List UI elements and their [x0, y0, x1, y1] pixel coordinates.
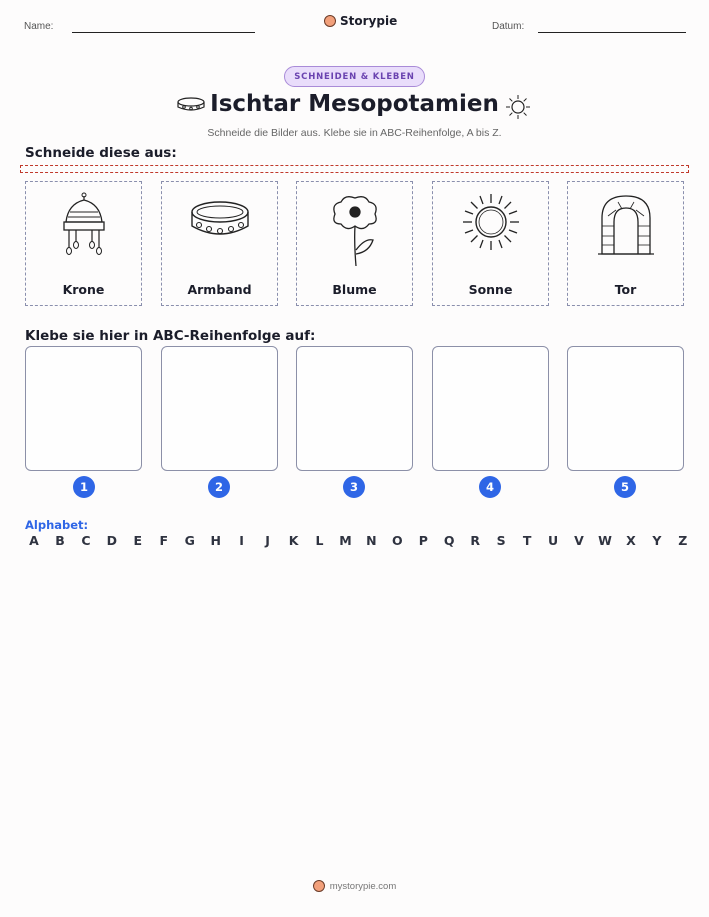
alphabet-letter: N	[366, 533, 377, 548]
alphabet-letter: T	[522, 533, 532, 548]
alphabet-letter: M	[339, 533, 352, 548]
slot-number-badge: 5	[614, 476, 636, 498]
cut-card-crown[interactable]	[25, 181, 142, 306]
slot-number-badge: 3	[343, 476, 365, 498]
alphabet-label: Alphabet:	[25, 518, 89, 532]
alphabet-letter: G	[184, 533, 195, 548]
instructions: Schneide die Bilder aus. Klebe sie in ABC-Reihenfolge, A bis Z.	[207, 127, 502, 139]
storypie-mascot-icon	[324, 15, 336, 27]
card-label: Krone	[62, 282, 105, 297]
card-label: Blume	[332, 282, 377, 297]
cut-card-sun[interactable]	[432, 181, 549, 306]
cut-card-bracelet[interactable]	[161, 181, 278, 306]
alphabet-letter: J	[265, 533, 270, 548]
alphabet-letter: D	[106, 533, 118, 548]
alphabet-letter: V	[574, 533, 584, 548]
storypie-logo	[324, 14, 397, 28]
alphabet-letter: H	[210, 533, 221, 548]
gate-icon	[596, 190, 656, 272]
alphabet-letter: P	[418, 533, 428, 548]
name-line[interactable]	[72, 32, 255, 33]
footer-url[interactable]: mystorypie.com	[329, 880, 397, 892]
alphabet-letter: K	[288, 533, 299, 548]
alphabet-letter: L	[315, 533, 324, 548]
bracelet-icon	[190, 190, 250, 272]
flower-icon	[325, 190, 385, 272]
sun-icon	[461, 190, 521, 272]
card-label: Armband	[187, 282, 252, 297]
paste-slot-1[interactable]	[25, 346, 142, 471]
card-label: Tor	[614, 282, 637, 297]
page-title: Ischtar Mesopotamien	[210, 91, 499, 117]
alphabet-letter: U	[547, 533, 559, 548]
cut-card-flower[interactable]	[296, 181, 413, 306]
name-label: Name:	[24, 21, 54, 32]
cut-line	[20, 165, 689, 173]
crown-icon	[54, 190, 114, 272]
paste-slot-3[interactable]	[296, 346, 413, 471]
brand-name: Storypie	[340, 14, 398, 28]
slot-number-badge: 4	[479, 476, 501, 498]
alphabet-letter: Z	[678, 533, 688, 548]
alphabet-letter: O	[392, 533, 403, 548]
alphabet-letter: S	[496, 533, 506, 548]
alphabet-letter: W	[598, 533, 612, 548]
cut-heading: Schneide diese aus:	[25, 145, 177, 161]
alphabet-letter: X	[626, 533, 636, 548]
alphabet-letter: Y	[652, 533, 662, 548]
paste-slot-4[interactable]	[432, 346, 549, 471]
date-line[interactable]	[538, 32, 686, 33]
paste-slot-2[interactable]	[161, 346, 278, 471]
alphabet-letter: I	[239, 533, 244, 548]
storypie-mascot-icon	[313, 880, 325, 892]
date-label: Datum:	[492, 21, 525, 32]
activity-badge: SCHNEIDEN & KLEBEN	[284, 66, 425, 87]
alphabet-letter: E	[133, 533, 143, 548]
card-label: Sonne	[468, 282, 513, 297]
cut-card-gate[interactable]	[567, 181, 684, 306]
alphabet-letter: B	[55, 533, 65, 548]
alphabet-letter: C	[81, 533, 91, 548]
sun-title-icon	[504, 93, 532, 121]
alphabet-letter: F	[159, 533, 169, 548]
alphabet-letter: A	[29, 533, 39, 548]
alphabet-row	[27, 533, 690, 548]
alphabet-letter: Q	[443, 533, 455, 548]
slot-number-badge: 1	[73, 476, 95, 498]
paste-heading: Klebe sie hier in ABC-Reihenfolge auf:	[25, 328, 316, 344]
footer	[0, 880, 709, 892]
alphabet-letter: R	[470, 533, 481, 548]
slot-number-badge: 2	[208, 476, 230, 498]
paste-slot-5[interactable]	[567, 346, 684, 471]
